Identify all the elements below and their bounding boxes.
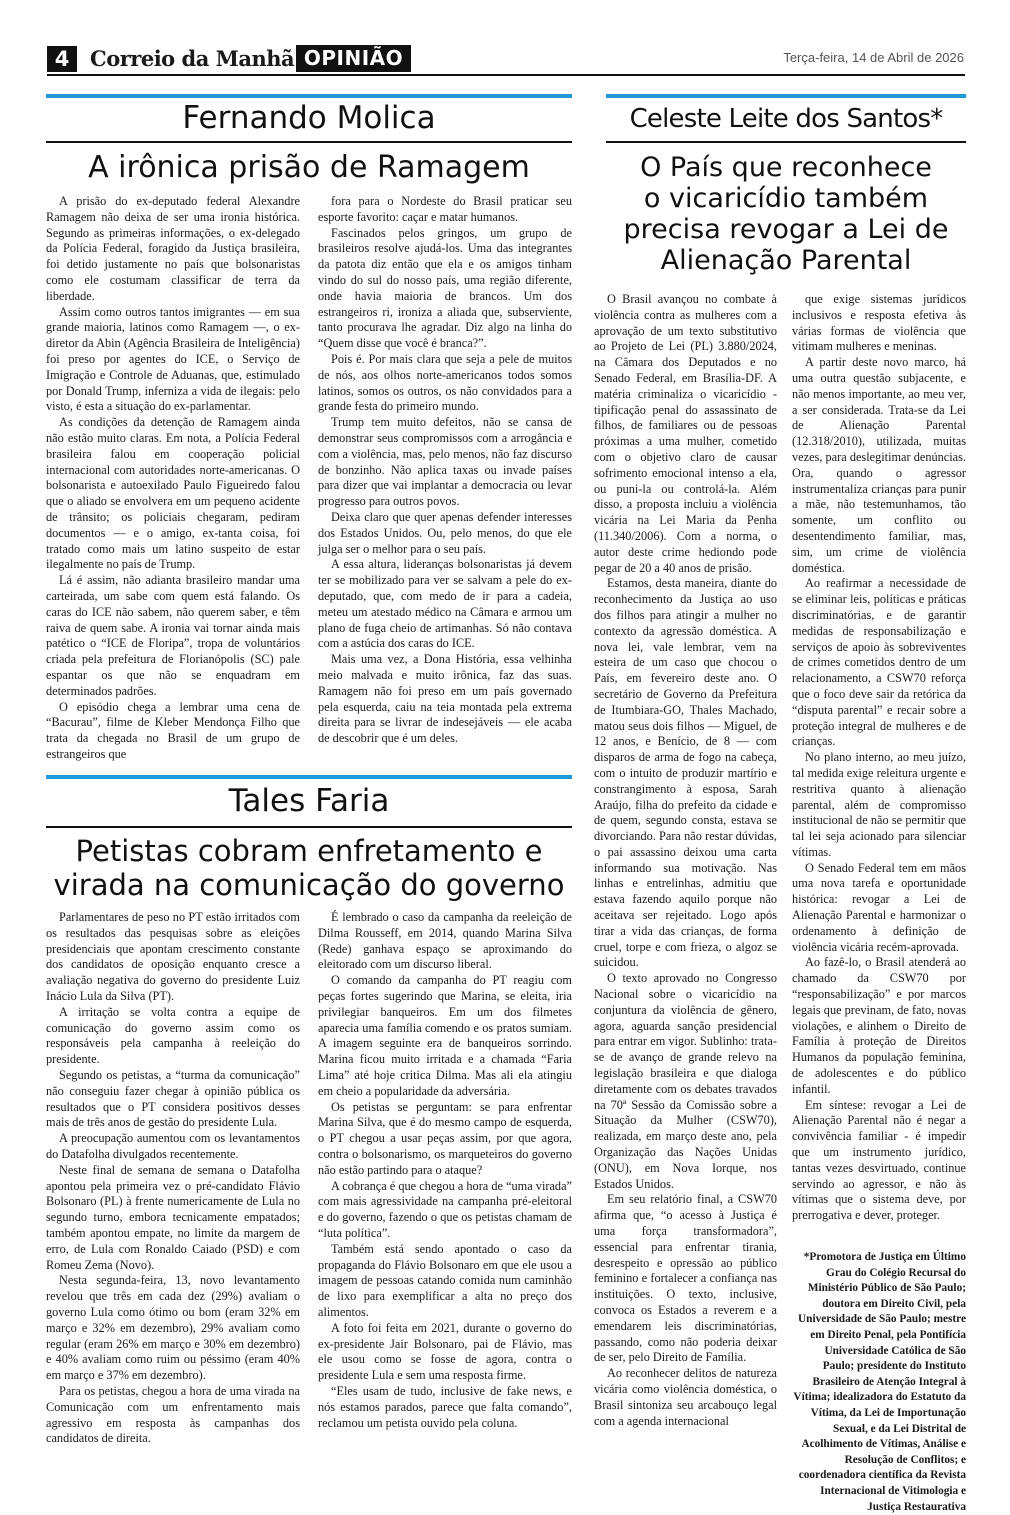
body-paragraph: Segundo os petistas, a “turma da comunicação” não conseguiu fazer chegar à opinião pública os resultados que o PT considera positivos desses mais de três anos de gestão do presidente Lula. [46, 1067, 300, 1130]
body-paragraph: Em seu relatório final, a CSW70 afirma que, “o acesso à Justiça é uma força transformadora”, essencial para enfrentar tirania, desrespeito e opressão ao público feminino e fortalecer a confiança nas instituições. O texto, inclusive, convoca os Estados a reverem e a emendarem leis discriminatórias, passando, como não poderia deixar de ser, pelo Direito de Família. [594, 1192, 777, 1365]
body-paragraph: O episódio chega a lembrar uma cena de “Bacurau”, filme de Kleber Mendonça Filho que trata da chegada no Brasil de um grupo de estrangeiros que [46, 699, 300, 761]
body-paragraph: Neste final de semana de semana o Datafolha apontou pela primeira vez o pré-candidato Flávio Bolsonaro (PL) à frente numericamente de Lula no segundo turno, embora tecnicamente empatados; também apontou empate, no limite da margem de erro, de Lula com Ronaldo Caiado (PSD) e com Romeu Zema (Novo). [46, 1162, 300, 1272]
body-paragraph: O Senado Federal tem em mãos uma nova tarefa e oportunidade histórica: revogar a Lei de Alienação Parental e harmonizar o ordenamento à definição de violência vicária recém-aprovada. [792, 860, 966, 954]
author-divider [606, 141, 966, 143]
article-headline[interactable]: A irônica prisão de Ramagem [88, 150, 530, 185]
article-headline[interactable] [600, 152, 972, 276]
article-body [46, 194, 572, 761]
body-paragraph: Ao fazê-lo, o Brasil atenderá ao chamado da CSW70 por “responsabilização” e por marcos legais que previnam, de fato, novas violações, e alinhem o Direito de Família à proteção de Direitos Humanos da população feminina, de adolescentes e do público infantil. [792, 955, 966, 1096]
headline-line: O País que reconhece [640, 152, 932, 183]
body-paragraph: Ao reconhecer delitos de natureza vicária como violência doméstica, o Brasil sintoniza seu arcabouço legal com a agenda internacional [594, 1366, 777, 1428]
section-label[interactable]: OPINIÃO [296, 45, 411, 72]
body-paragraph: Os petistas se perguntam: se para enfrentar Marina Silva, que é do mesmo campo de esquerda, o PT chegou a usar peças assim, por que agora, contra o bolsonarismo, os marqueteiros do governo não estão partindo para o ataque? [318, 1099, 572, 1177]
column-left [594, 292, 777, 1452]
column-right [318, 194, 572, 750]
column-right-paragraphs [792, 292, 966, 1224]
body-paragraph: Em síntese: revogar a Lei de Alienação Parental não é negar a convivência familiar - é impedir que um instrumento jurídico, tantas vezes desvirtuado, continue servindo ao agressor, e não às vítimas que o sistema deve, por prerrogativa e dever, proteger. [792, 1097, 966, 1223]
body-paragraph: Lá é assim, não adianta brasileiro mandar uma carteirada, um sabe com quem está falando. Os caras do ICE não sabem, não querem saber, e têm raiva de quem sabe. A ironia vai tornar ainda mais patético o “ICE de Floripa”, tropa de voluntários criada pela prefeitura de Florianópolis (SC) pale espantar os que não se enquadram em determinados padrões. [46, 573, 300, 698]
body-paragraph: O comando da campanha do PT reagiu com peças fortes sugerindo que Marina, se eleita, iria privilegiar banqueiros. Em um dos filmetes aparecia uma família comendo e os pratos sumiam. A imagem seguinte era de banqueiros sorrindo. Marina ficou muito irritada e a chamada “Faria Lima” até hoje critica Dilma. Mas ali ela atingiu em cheio a popularidade da adversária. [318, 973, 572, 1098]
page-header [0, 0, 1010, 80]
body-paragraph: A prisão do ex-deputado federal Alexandre Ramagem não deixa de ser uma ironia histórica. Segundo as primeiras informações, o ex-delegado da Polícia Federal, foragido da Justiça brasileira, foi detido justamente no país que bolsonaristas como ele costumam classificar de terra da liberdade. [46, 194, 300, 303]
body-paragraph: Para os petistas, chegou a hora de uma virada na Comunicação com um enfrentamento mais agressivo em resposta às campanhas dos candidatos de direita. [46, 1383, 300, 1446]
body-paragraph: Pois é. Por mais clara que seja a pele de muitos de nós, aos olhos norte-americanos todos somos latinos, somos os outros, os não convidados para a grande festa do primeiro mundo. [318, 351, 572, 414]
body-paragraph: A foto foi feita em 2021, durante o governo do ex-presidente Jair Bolsonaro, pai de Flávio, mas ele usou como se fosse de agora, contra o presidente Lula e sem uma resposta firme. [318, 1320, 572, 1383]
body-paragraph: Trump tem muito defeitos, não se cansa de demonstrar seus compromissos com a arrogância e com a violência, mas, pelo menos, não faz discurso de bonzinho. Não aplica taxas ou invade países para dizer que vai implantar a democracia ou levar progresso para outros povos. [318, 415, 572, 509]
article-body [594, 292, 966, 1513]
column-left [46, 194, 300, 761]
headline-line: precisa revogar a Lei de [623, 214, 949, 245]
edition-date: Terça-feira, 14 de Abril de 2026 [783, 50, 964, 65]
author-bio: *Promotora de Justiça em Último Grau do Colégio Recursal do Ministério Público de São Paulo; doutora em Direito Civil, pela Universidade de São Paulo; mestre em Direito Penal, pela Pontifícia Universidade Católica de São Paulo; presidente do Instituto Brasileiro de Atenção Integral à Vítima; idealizadora do Estatuto da Vítima, da Lei de Importunação Sexual, e da Lei Distrital de Acolhimento de Vítimas, Análise e Resolução de Conflitos; e coordenadora científica da Revista Internacional de Vitimologia e Justiça Restaurativa [793, 1251, 966, 1513]
body-paragraph: Fascinados pelos gringos, um grupo de brasileiros resolve ajudá-los. Uma das integrantes da patota diz então que ela e os amigos tinham vindo do sul do nosso país, uma região diferente, onde havia maioria de brancos. Um dos estrangeiros ri, ironiza a aliada que, subserviente, tanto procurava lhe agradar. Diz algo na linha do “Quem disse que você é branca?”. [318, 225, 572, 351]
masthead[interactable]: Correio da Manhã [90, 46, 295, 71]
body-paragraph: Nesta segunda-feira, 13, novo levantamento revelou que três em cada dez (29%) avaliam o governo Lula como ótimo ou bom (eram 32% em março e 32% em dezembro), 29% avaliam como regular (eram 26% em março e 30% em dezembro) e 40% avaliam como ruim ou péssimo (eram 40% em março e 37% em dezembro). [46, 1273, 300, 1383]
headline-line: virada na comunicação do governo [53, 868, 565, 902]
body-paragraph: A partir deste novo marco, há uma outra questão subjacente, e não menos importante, ao meu ver, a ser considerada. Trata-se da Lei de Alienação Parental (12.318/2010), utilizada, muitas vezes, para deslegitimar denúncias. Ora, quando o agressor instrumentaliza crianças para punir a mãe, não testemunhamos, tão somente, um conflito ou desentendimento familiar, mas, sim, um crime de violência doméstica. [792, 355, 966, 575]
author-divider [46, 141, 572, 143]
accent-bar [606, 94, 966, 98]
author-divider [46, 826, 572, 828]
column-left [46, 910, 300, 1450]
body-paragraph: Assim como outros tantos imigrantes — em sua grande maioria, latinos como Ramagem —, o ex-diretor da Abin (Agência Brasileira de Inteligência) foi preso por agentes do ICE, o Serviço de Imigração e Controle de Aduanas, que, estimulado por Donald Trump, inferniza a vida de ilegais: pelo visto, é esta a situação do ex-parlamentar. [46, 304, 300, 414]
body-paragraph: Ao reafirmar a necessidade de se eliminar leis, políticas e práticas discriminatórias, e de garantir medidas de responsabilização e serviços de apoio às sobreviventes de crimes cometidos dentro de um relacionamento, a CSW70 reforça que o foco deve sair da retórica da “disputa parental” e recair sobre a proteção integral de mulheres e de crianças. [792, 576, 966, 749]
author-name[interactable]: Celeste Leite dos Santos* [629, 104, 943, 134]
body-paragraph: “Eles usam de tudo, inclusive de fake news, e nós estamos parados, parece que falta comando”, reclamou um petista ouvido pela coluna. [318, 1383, 572, 1430]
article-headline[interactable] [40, 834, 578, 902]
page-number: 4 [47, 46, 77, 72]
column-right [318, 910, 572, 1450]
body-paragraph: Mais uma vez, a Dona História, essa velhinha meio malvada e muito irônica, faz das suas. Ramagem não foi preso em um país governado pela esquerda, caiu na teia montada pela extrema direita para se livrar de indesejáveis — ele acaba de descobrir que é um deles. [318, 652, 572, 746]
headline-line: Petistas cobram enfretamento e [75, 834, 543, 868]
body-paragraph: No plano interno, ao meu juízo, tal medida exige releitura urgente e restritiva quanto à alienação parental, além de compromisso institucional de não se permitir que tal lei seja acionado para silenciar vítimas. [792, 750, 966, 859]
body-paragraph: O texto aprovado no Congresso Nacional sobre o vicaricídio na conjuntura da violência de gênero, agora, aguarda sanção presidencial para entrar em vigor. Sublinho: trata-se de avanço de grande relevo na legislação brasileira e que dialoga diretamente com os debates travados na 70ª Sessão da Comissão sobre a Situação da Mulher (CSW70), realizada, em março deste ano, pela Organização das Nações Unidas (ONU), em Nova Iorque, nos Estados Unidos. [594, 971, 777, 1191]
body-paragraph: Parlamentares de peso no PT estão irritados com os resultados das pesquisas sobre as eleições presidenciais que apontam crescimento constante dos candidatos de oposição enquanto cresce a avaliação negativa do governo do presidente Luiz Inácio Lula da Silva (PT). [46, 910, 300, 1003]
headline-line: o vicaricídio também [643, 183, 929, 214]
body-paragraph: Estamos, desta maneira, diante do reconhecimento da Justiça ao uso dos filhos para atingir a mulher no contexto da agressão doméstica. A nova lei, vale lembrar, vem na esteira de um caso que chocou o País, em fevereiro deste ano. O secretário de Governo da Prefeitura de Itumbiara-GO, Thales Machado, matou seus dois filhos — Miguel, de 12 anos, e Benício, de 8 — com disparos de arma de fogo na cabeça, com o intuito de produzir martírio e constrangimento à esposa, Sarah Araújo, filha do prefeito da cidade e de quem, segundo consta, estava se divorciando. Para não restar dúvidas, o pai assassino deixou uma carta informando sua motivação. Nas linhas e entrelinhas, admitiu que estava fazendo aquilo porque não aceitava ser rejeitado. Logo após tirar a vida das crianças, de forma cruel, torpe e com frieza, o algoz se suicidou. [594, 576, 777, 970]
column-right [792, 292, 966, 1513]
body-paragraph: A irritação se volta contra a equipe de comunicação do governo assim como os responsáveis pela campanha à reeleição do presidente. [46, 1004, 300, 1067]
article-body [46, 910, 572, 1450]
header-divider [47, 74, 965, 76]
body-paragraph: O Brasil avançou no combate à violência contra as mulheres com a aprovação de um texto substitutivo ao Projeto de Lei (PL) 3.880/2024, na Câmara dos Deputados e no Senado Federal, em Brasília-DF. A matéria criminaliza o vicaricídio - tipificação penal do assassinato de filhos, de familiares ou de pessoas próximas a uma mulher, cometido com o objetivo claro de causar sofrimento emocional intenso a ela, ou puni-la ou controlá-la. Além disso, a proposta incluiu a violência vicária na Lei Maria da Penha (11.340/2006). Com a norma, o autor deste crime hediondo pode pegar de 20 a 40 anos de prisão. [594, 292, 777, 575]
accent-bar [46, 775, 572, 779]
body-paragraph: A preocupação aumentou com os levantamentos do Datafolha divulgados recentemente. [46, 1131, 300, 1161]
body-paragraph: A essa altura, lideranças bolsonaristas já devem ter se mobilizado para ver se salvam a pele do ex-deputado, que, com medo de ir para a cadeia, meteu um atestado médico na Câmara e armou um plano de fuga cheio de artimanhas. Só não contava com a astúcia dos caras do ICE. [318, 557, 572, 651]
author-name[interactable]: Tales Faria [228, 783, 390, 819]
author-name[interactable]: Fernando Molica [182, 100, 436, 136]
headline-line: Alienação Parental [660, 245, 912, 276]
body-paragraph: que exige sistemas jurídicos inclusivos e resposta efetiva às várias formas de violência que vitimam mulheres e meninas. [792, 292, 966, 354]
body-paragraph: A cobrança é que chegou a hora de “uma virada” com mais agressividade na campanha pré-eleitoral e do governo, fazendo o que os petistas chamam de “luta política”. [318, 1178, 572, 1240]
body-paragraph: fora para o Nordeste do Brasil praticar seu esporte favorito: caçar e matar humanos. [318, 194, 572, 224]
body-paragraph: Deixa claro que quer apenas defender interesses dos Estados Unidos. Ou, pelo menos, do que ele julga ser o melhor para o seu país. [318, 509, 572, 556]
body-paragraph: É lembrado o caso da campanha da reeleição de Dilma Rousseff, em 2014, quando Marina Silva (Rede) ganhava espaço se aproximando do eleitorado com um discurso liberal. [318, 910, 572, 972]
body-paragraph: Também está sendo apontado o caso da propaganda do Flávio Bolsonaro em que ele usou a imagem de pessoas catando comida num caminhão de lixo para exemplificar a alta no preço dos alimentos. [318, 1241, 572, 1319]
body-paragraph: As condições da detenção de Ramagem ainda não estão muito claras. Em nota, a Polícia Federal brasileira falou em cooperação policial internacional com autoridades norte-americanas. O bolsonarista e autoexilado Paulo Figueiredo falou que o aliado se envolvera em um pequeno acidente de trânsito; os policiais chegaram, pediram documentos — e o amigo, ex-tanta coisa, foi tratado como mais um latino suspeito de estar ilegalmente no país de Trump. [46, 415, 300, 572]
